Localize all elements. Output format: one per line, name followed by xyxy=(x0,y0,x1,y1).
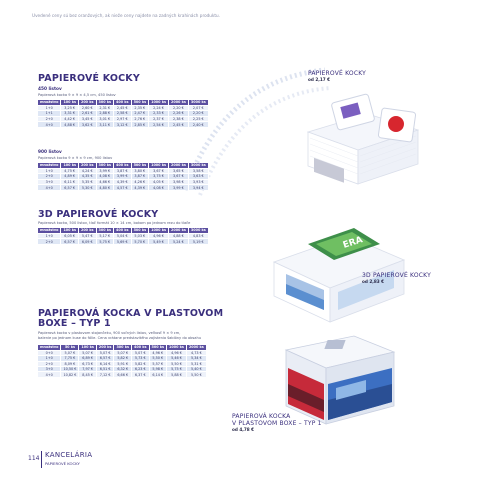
table-row xyxy=(38,239,208,244)
table-cell: 3,25 € xyxy=(61,105,79,110)
table-cell: 3,93 € xyxy=(188,179,208,184)
table-cell: 3,58 € xyxy=(188,168,208,173)
table-cell: 2,54 € xyxy=(149,122,169,127)
table-cell: 4,96 € xyxy=(149,233,169,238)
table-cell: 6,23 € xyxy=(131,367,149,372)
callout-title: 3D PAPIEROVÉ KOCKY xyxy=(362,272,431,279)
table-row-label: 1+0 xyxy=(38,233,61,238)
price-table-3d xyxy=(38,228,209,244)
table-cell: 6,89 € xyxy=(79,356,97,361)
table-row xyxy=(38,122,208,127)
table-cell: 5,50 € xyxy=(167,361,187,366)
table-cell: 3,87 € xyxy=(131,174,149,179)
table-cell: 5,40 € xyxy=(186,367,206,372)
table-cell: 3,62 € xyxy=(78,122,96,127)
table-cell: 5,35 € xyxy=(78,179,96,184)
table-row-label: 1+0 xyxy=(38,105,61,110)
table-cell: 2,07 € xyxy=(188,105,208,110)
table-cell: 6,37 € xyxy=(131,372,149,377)
footer-category: KANCELÁRIA xyxy=(45,451,93,459)
table-row-label: 3+0 xyxy=(38,367,61,372)
table-row xyxy=(38,372,206,377)
section-title-paper-cubes: PAPIEROVÉ KOCKY xyxy=(38,73,140,84)
table-cell: 5,49 € xyxy=(149,239,169,244)
table-cell: 5,75 € xyxy=(167,367,187,372)
section-title-3d-cubes: 3D PAPIEROVÉ KOCKY xyxy=(38,209,159,220)
table-row-label: 4+0 xyxy=(38,185,61,190)
table-header-cell: 200 ks xyxy=(78,100,96,105)
table-cell: 6,57 € xyxy=(96,356,114,361)
table-cell: 3,63 € xyxy=(188,174,208,179)
table-cell: 6,32 € xyxy=(114,367,132,372)
price-table-900 xyxy=(38,163,209,190)
table-cell: 5,46 € xyxy=(167,356,187,361)
table-row xyxy=(38,116,208,121)
callout-title-line1: PAPIEROVÁ KOCKA xyxy=(232,413,291,420)
table-cell: 5,04 € xyxy=(114,233,132,238)
table-row-label: 2+0 xyxy=(38,174,61,179)
table-cell: 5,98 € xyxy=(149,367,167,372)
table-row-label: 1+0 xyxy=(38,168,61,173)
table-cell: 4,57 € xyxy=(114,185,132,190)
table-cell: 3,65 € xyxy=(168,168,188,173)
table-cell: 6,14 € xyxy=(149,372,167,377)
table-header-cell: 300 ks xyxy=(114,345,132,350)
table-row xyxy=(38,111,208,116)
table-cell: 4,08 € xyxy=(149,185,169,190)
section-title-line2: BOXE – TYP 1 xyxy=(38,318,111,329)
table-cell: 5,50 € xyxy=(149,356,167,361)
table-cell: 6,66 € xyxy=(114,372,132,377)
table-cell: 3,67 € xyxy=(168,174,188,179)
table-header-cell: 2000 ks xyxy=(168,100,188,105)
table-cell: 6,05 € xyxy=(61,233,79,238)
description-line1: Papierová kocka v plastovom stojančeku, 900 voľných listov, veľkosť 9 × 9 cm, xyxy=(38,331,181,335)
table-header-cell: množstvo xyxy=(38,228,61,233)
table-header-cell: 100 ks xyxy=(61,163,79,168)
table-cell: 2,20 € xyxy=(188,111,208,116)
table-cell: 4,73 € xyxy=(186,350,206,355)
table-cell: 6,57 € xyxy=(61,185,79,190)
table-cell: 2,45 € xyxy=(168,122,188,127)
table-cell: 2,45 € xyxy=(114,105,132,110)
table-cell: 2,40 € xyxy=(188,122,208,127)
table-cell: 3,01 € xyxy=(96,116,114,121)
svg-text:ERA: ERA xyxy=(341,235,364,251)
table-cell: 4,88 € xyxy=(61,122,79,127)
table-cell: 4,83 € xyxy=(188,233,208,238)
table-header-cell: 400 ks xyxy=(114,228,132,233)
table-cell: 4,08 € xyxy=(96,174,114,179)
table-header-cell: 500 ks xyxy=(131,228,149,233)
table-cell: 3,80 € xyxy=(131,168,149,173)
table-cell: 3,45 € xyxy=(78,116,96,121)
table-cell: 2,31 € xyxy=(96,105,114,110)
description-900: Papierová kocka 9 × 9 × 9 cm, 900 listov xyxy=(38,156,113,160)
table-cell: 2,20 € xyxy=(168,105,188,110)
table-row-label: 4+0 xyxy=(38,372,61,377)
table-cell: 5,34 € xyxy=(186,356,206,361)
table-header-cell: 2000 ks xyxy=(168,228,188,233)
table-row xyxy=(38,367,206,372)
table-cell: 5,03 € xyxy=(131,233,149,238)
table-cell: 4,88 € xyxy=(168,233,188,238)
table-cell: 2,33 € xyxy=(149,111,169,116)
table-header-cell: 200 ks xyxy=(78,163,96,168)
table-cell: 3,75 € xyxy=(149,174,169,179)
table-header-cell: 100 ks xyxy=(79,345,97,350)
table-header-cell: množstvo xyxy=(38,345,61,350)
table-header-cell: 300 ks xyxy=(96,100,114,105)
table-header-cell: množstvo xyxy=(38,100,61,105)
description-3d: Papierová kocka, 500 listov, tlač formát 10 × 14 cm, bokom po jednom rezu do tlače xyxy=(38,221,191,225)
table-cell: 3,94 € xyxy=(188,185,208,190)
table-cell: 5,88 € xyxy=(167,372,187,377)
table-cell: 5,82 € xyxy=(114,356,132,361)
table-header-cell: 2000 ks xyxy=(186,345,206,350)
footer-subcategory: PAPIEROVÉ KOCKY xyxy=(45,461,80,466)
table-cell: 4,42 € xyxy=(61,116,79,121)
table-header-cell: množstvo xyxy=(38,163,61,168)
callout-plastic-box xyxy=(232,413,322,432)
callout-3d-cubes xyxy=(362,272,431,284)
table-header-cell: 100 ks xyxy=(61,100,79,105)
table-header-cell: 1000 ks xyxy=(149,163,169,168)
table-cell: 6,14 € xyxy=(96,361,114,366)
table-header-cell: 100 ks xyxy=(61,228,79,233)
table-header-cell: 400 ks xyxy=(131,345,149,350)
description-line2: balenie po jednom kuse do fólie. Cena vrátane predstavitého zajistenia šablóny do obsahu xyxy=(38,335,202,340)
table-row-label: 2+0 xyxy=(38,239,61,244)
table-cell: 5,73 € xyxy=(131,356,149,361)
table-cell: 7,97 € xyxy=(79,367,97,372)
table-cell: 5,17 € xyxy=(96,233,114,238)
callout-price: od 4,78 € xyxy=(232,427,255,432)
table-cell: 5,75 € xyxy=(96,239,114,244)
table-header-cell: 2000 ks xyxy=(168,163,188,168)
callout-price: od 2,17 € xyxy=(308,77,331,82)
table-cell: 5,91 € xyxy=(114,361,132,366)
callout-paper-cubes xyxy=(308,70,366,82)
table-cell: 4,05 € xyxy=(149,179,169,184)
table-cell: 2,47 € xyxy=(131,111,149,116)
table-header-cell: 400 ks xyxy=(114,163,132,168)
table-cell: 3,87 € xyxy=(114,168,132,173)
section-title-plastic-box xyxy=(38,309,223,329)
callout-title-line2: V PLASTOVOM BOXE – TYP 1 xyxy=(232,420,322,427)
table-cell: 4,75 € xyxy=(61,168,79,173)
table-cell: 2,76 € xyxy=(131,116,149,121)
table-cell: 6,11 € xyxy=(61,179,79,184)
table-header-cell: 1000 ks xyxy=(167,345,187,350)
table-cell: 2,35 € xyxy=(131,105,149,110)
table-cell: 5,24 € xyxy=(168,239,188,244)
table-cell: 7,12 € xyxy=(96,372,114,377)
table-header-cell: 1000 ks xyxy=(149,228,169,233)
table-cell: 5,31 € xyxy=(186,361,206,366)
description-plastic-box xyxy=(38,331,201,340)
table-row xyxy=(38,233,208,238)
table-header-cell: 300 ks xyxy=(96,163,114,168)
table-cell: 6,73 € xyxy=(79,361,97,366)
table-cell: 4,39 € xyxy=(114,179,132,184)
table-cell: 4,96 € xyxy=(149,350,167,355)
subheading-450: 450 listov xyxy=(38,87,62,92)
table-header-cell: 3000 ks xyxy=(188,163,208,168)
table-header-cell: 200 ks xyxy=(96,345,114,350)
table-header-cell: 500 ks xyxy=(131,100,149,105)
table-header-cell: 300 ks xyxy=(96,228,114,233)
table-header-cell: 3000 ks xyxy=(188,100,208,105)
table-cell: 2,88 € xyxy=(96,111,114,116)
table-cell: 2,24 € xyxy=(149,105,169,110)
table-cell: 2,37 € xyxy=(149,116,169,121)
table-row-label: 1+1 xyxy=(38,111,61,116)
table-cell: 2,25 € xyxy=(188,116,208,121)
table-cell: 5,30 € xyxy=(78,185,96,190)
table-cell: 4,80 € xyxy=(96,185,114,190)
table-cell: 2,60 € xyxy=(78,105,96,110)
table-cell: 4,66 € xyxy=(96,179,114,184)
table-cell: 7,75 € xyxy=(61,356,79,361)
table-cell: 4,35 € xyxy=(78,174,96,179)
price-table-plastic-box xyxy=(38,345,207,377)
table-header-cell: 50 ks xyxy=(61,345,79,350)
table-cell: 3,99 € xyxy=(96,168,114,173)
table-header-cell: 500 ks xyxy=(131,163,149,168)
table-cell: 2,61 € xyxy=(78,111,96,116)
table-cell: 2,38 € xyxy=(168,116,188,121)
table-cell: 5,70 € xyxy=(131,239,149,244)
table-cell: 4,96 € xyxy=(167,350,187,355)
table-cell: 3,31 € xyxy=(61,111,79,116)
table-cell: 6,09 € xyxy=(78,239,96,244)
table-row xyxy=(38,174,208,179)
table-cell: 3,67 € xyxy=(149,168,169,173)
table-cell: 4,39 € xyxy=(131,185,149,190)
table-cell: 8,09 € xyxy=(61,361,79,366)
description-450: Papierová kocka 9 × 9 × 4,5 cm, 450 listov xyxy=(38,93,116,97)
table-cell: 5,57 € xyxy=(149,361,167,366)
table-row xyxy=(38,185,208,190)
price-note: Uvedené ceny sú bez oranžových, ak nieže ceny najdete na zadných krahinách produktu. xyxy=(32,13,220,18)
table-row xyxy=(38,179,208,184)
callout-title: PAPIEROVÉ KOCKY xyxy=(308,70,367,77)
table-cell: 10,82 € xyxy=(61,372,79,377)
table-cell: 5,19 € xyxy=(188,239,208,244)
table-row-label: 4+0 xyxy=(38,122,61,127)
page-number: 114 xyxy=(28,455,40,462)
table-cell: 3,12 € xyxy=(114,122,132,127)
table-cell: 5,07 € xyxy=(79,350,97,355)
table-cell: 3,98 € xyxy=(168,179,188,184)
table-cell: 5,47 € xyxy=(78,233,96,238)
table-cell: 2,97 € xyxy=(114,116,132,121)
table-cell: 5,07 € xyxy=(96,350,114,355)
table-cell: 5,50 € xyxy=(186,372,206,377)
table-cell: 4,24 € xyxy=(78,168,96,173)
table-cell: 6,57 € xyxy=(61,239,79,244)
table-header-cell: 3000 ks xyxy=(188,228,208,233)
table-cell: 4,26 € xyxy=(131,179,149,184)
table-cell: 5,69 € xyxy=(114,239,132,244)
table-row-label: 0+0 xyxy=(38,350,61,355)
table-cell: 8,45 € xyxy=(79,372,97,377)
table-cell: 10,50 € xyxy=(61,367,79,372)
table-header-cell: 500 ks xyxy=(149,345,167,350)
table-row xyxy=(38,168,208,173)
table-header-cell: 200 ks xyxy=(78,228,96,233)
table-cell: 2,58 € xyxy=(114,111,132,116)
table-row xyxy=(38,105,208,110)
table-row-label: 3+0 xyxy=(38,179,61,184)
table-cell: 6,51 € xyxy=(96,367,114,372)
table-cell: 3,99 € xyxy=(114,174,132,179)
table-header-cell: 400 ks xyxy=(114,100,132,105)
footer-divider xyxy=(41,451,42,468)
section-title-line1: PAPIEROVÁ KOCKA V PLASTOVOM xyxy=(38,308,224,319)
callout-price: od 2,83 € xyxy=(362,279,385,284)
table-cell: 2,85 € xyxy=(131,122,149,127)
table-cell: 2,26 € xyxy=(168,111,188,116)
table-header-cell: 1000 ks xyxy=(149,100,169,105)
table-row-label: 1+0 xyxy=(38,356,61,361)
product-photo-paper-cube xyxy=(298,92,426,192)
table-row-label: 2+0 xyxy=(38,361,61,366)
price-table-450 xyxy=(38,100,209,127)
table-cell: 5,07 € xyxy=(61,350,79,355)
table-cell: 4,89 € xyxy=(61,174,79,179)
subheading-900: 900 listov xyxy=(38,150,62,155)
table-cell: 3,11 € xyxy=(96,122,114,127)
table-row-label: 2+0 xyxy=(38,116,61,121)
table-cell: 5,07 € xyxy=(131,350,149,355)
table-cell: 3,99 € xyxy=(168,185,188,190)
table-cell: 5,82 € xyxy=(131,361,149,366)
table-cell: 5,07 € xyxy=(114,350,132,355)
